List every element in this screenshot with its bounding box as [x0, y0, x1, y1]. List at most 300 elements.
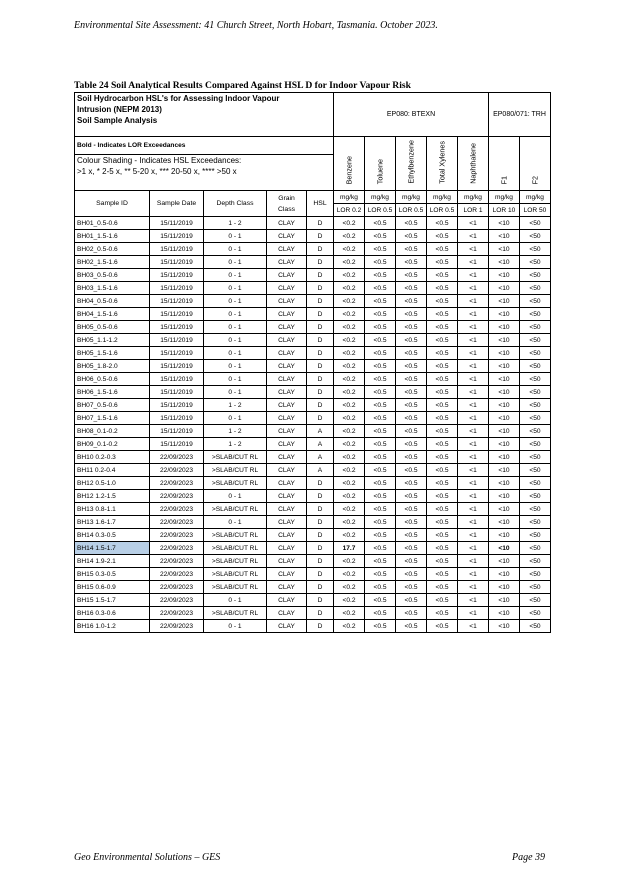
table-cell: <0.2 — [334, 464, 365, 477]
table-cell: <0.5 — [427, 477, 458, 490]
table-cell: <0.5 — [396, 581, 427, 594]
analyte-label: Toluene — [375, 158, 385, 184]
table-cell: 22/09/2023 — [150, 490, 204, 503]
table-cell: <10 — [489, 620, 520, 633]
table-cell: 17.7 — [334, 542, 365, 555]
table-cell: <1 — [458, 347, 489, 360]
table-cell: <1 — [458, 334, 489, 347]
table-cell: <0.5 — [427, 594, 458, 607]
lor-cell: LOR 0.5 — [396, 204, 427, 217]
table-cell: CLAY — [267, 230, 307, 243]
table-cell: 15/11/2019 — [150, 347, 204, 360]
table-cell: <10 — [489, 607, 520, 620]
analyte-benzene — [334, 137, 365, 191]
table-cell: <50 — [520, 607, 551, 620]
table-cell: D — [307, 256, 334, 269]
table-cell: <10 — [489, 269, 520, 282]
col-sample-date: Sample Date — [150, 191, 204, 217]
table-cell: 0 - 1 — [204, 373, 267, 386]
table-cell: <10 — [489, 217, 520, 230]
table-cell: <0.5 — [396, 620, 427, 633]
table-cell: <50 — [520, 516, 551, 529]
analyte-ethylbenzene — [396, 137, 427, 191]
table-cell: D — [307, 542, 334, 555]
table-cell: <50 — [520, 386, 551, 399]
table-cell: <0.2 — [334, 347, 365, 360]
group-trh: EP080/071: TRH — [489, 93, 551, 137]
table-cell: <0.5 — [427, 464, 458, 477]
sample-id-cell: BH16 0.3-0.6 — [75, 607, 150, 620]
table-cell: <0.2 — [334, 607, 365, 620]
col-grain-class — [267, 191, 307, 217]
table-row — [75, 256, 551, 269]
table-cell: <1 — [458, 308, 489, 321]
analyte-label: Total Xylenes — [437, 141, 447, 184]
table-cell: <50 — [520, 425, 551, 438]
table-cell: <0.5 — [396, 568, 427, 581]
table-cell: D — [307, 568, 334, 581]
table-cell: <1 — [458, 438, 489, 451]
lor-cell: LOR 0.5 — [427, 204, 458, 217]
table-cell: 15/11/2019 — [150, 230, 204, 243]
table-cell: <0.5 — [427, 334, 458, 347]
sample-id-cell: BH13 1.6-1.7 — [75, 516, 150, 529]
table-cell: >SLAB/CUT RL — [204, 529, 267, 542]
table-cell: 0 - 1 — [204, 386, 267, 399]
table-cell: <0.5 — [427, 529, 458, 542]
table-cell: <0.5 — [427, 568, 458, 581]
analyte-label: Ethylbenzene — [406, 140, 416, 184]
table-cell: 15/11/2019 — [150, 425, 204, 438]
table-cell: D — [307, 581, 334, 594]
table-cell: <0.5 — [365, 620, 396, 633]
table-cell: <10 — [489, 542, 520, 555]
table-cell: D — [307, 269, 334, 282]
table-cell: <0.2 — [334, 386, 365, 399]
table-cell: 0 - 1 — [204, 594, 267, 607]
table-cell: <1 — [458, 607, 489, 620]
table-cell: CLAY — [267, 503, 307, 516]
grain-class-line-1: Grain — [278, 194, 295, 202]
analyte-f2 — [520, 137, 551, 191]
table-cell: <0.5 — [396, 555, 427, 568]
table-cell: <0.5 — [427, 256, 458, 269]
table-cell: <10 — [489, 282, 520, 295]
table-cell: 1 - 2 — [204, 217, 267, 230]
table-cell: <50 — [520, 581, 551, 594]
table-cell: 15/11/2019 — [150, 399, 204, 412]
table-row — [75, 477, 551, 490]
table-cell: >SLAB/CUT RL — [204, 581, 267, 594]
table-cell: 22/09/2023 — [150, 555, 204, 568]
col-hsl: HSL — [307, 191, 334, 217]
table-cell: <10 — [489, 386, 520, 399]
sample-id-cell: BH04_1.5-1.6 — [75, 308, 150, 321]
table-cell: 15/11/2019 — [150, 360, 204, 373]
table-cell: <50 — [520, 230, 551, 243]
table-row — [75, 555, 551, 568]
table-cell: <1 — [458, 464, 489, 477]
table-cell: <0.5 — [396, 269, 427, 282]
table-cell: <0.2 — [334, 243, 365, 256]
unit-cell: mg/kg — [489, 191, 520, 204]
table-cell: CLAY — [267, 490, 307, 503]
table-cell: CLAY — [267, 477, 307, 490]
table-cell: <1 — [458, 217, 489, 230]
unit-cell: mg/kg — [458, 191, 489, 204]
table-cell: 22/09/2023 — [150, 516, 204, 529]
table-cell: <0.2 — [334, 503, 365, 516]
table-cell: <1 — [458, 386, 489, 399]
table-cell: D — [307, 243, 334, 256]
table-cell: <10 — [489, 516, 520, 529]
table-cell: 0 - 1 — [204, 243, 267, 256]
table-cell: <1 — [458, 360, 489, 373]
table-cell: <0.5 — [396, 295, 427, 308]
table-row — [75, 334, 551, 347]
table-cell: D — [307, 620, 334, 633]
table-cell: <50 — [520, 438, 551, 451]
table-cell: 0 - 1 — [204, 620, 267, 633]
table-cell: CLAY — [267, 386, 307, 399]
table-cell: CLAY — [267, 412, 307, 425]
table-cell: <10 — [489, 412, 520, 425]
table-row — [75, 386, 551, 399]
sample-id-cell: BH08_0.1-0.2 — [75, 425, 150, 438]
table-cell: <1 — [458, 425, 489, 438]
sample-id-cell: BH03_0.5-0.6 — [75, 269, 150, 282]
table-cell: A — [307, 425, 334, 438]
table-cell: <0.5 — [396, 412, 427, 425]
table-cell: <1 — [458, 256, 489, 269]
table-cell: <0.5 — [396, 347, 427, 360]
table-cell: <0.5 — [396, 360, 427, 373]
table-cell: <1 — [458, 503, 489, 516]
table-cell: 0 - 1 — [204, 230, 267, 243]
table-cell: <1 — [458, 230, 489, 243]
table-cell: 15/11/2019 — [150, 295, 204, 308]
table-row — [75, 425, 551, 438]
lor-cell: LOR 0.2 — [334, 204, 365, 217]
table-cell: <0.5 — [365, 321, 396, 334]
table-cell: <0.2 — [334, 334, 365, 347]
table-cell: 1 - 2 — [204, 438, 267, 451]
table-cell: >SLAB/CUT RL — [204, 464, 267, 477]
table-cell: <0.5 — [396, 256, 427, 269]
table-row — [75, 217, 551, 230]
table-cell: D — [307, 282, 334, 295]
table-cell: CLAY — [267, 217, 307, 230]
table-cell: D — [307, 321, 334, 334]
table-cell: A — [307, 438, 334, 451]
table-cell: <1 — [458, 620, 489, 633]
table-row — [75, 308, 551, 321]
table-cell: <50 — [520, 256, 551, 269]
table-cell: <0.5 — [365, 503, 396, 516]
table-cell: <0.2 — [334, 529, 365, 542]
table-cell: D — [307, 529, 334, 542]
table-cell: <0.5 — [427, 308, 458, 321]
table-cell: D — [307, 334, 334, 347]
table-cell: 15/11/2019 — [150, 386, 204, 399]
table-cell: >SLAB/CUT RL — [204, 568, 267, 581]
table-cell: <0.5 — [396, 425, 427, 438]
table-cell: <10 — [489, 425, 520, 438]
table-cell: D — [307, 386, 334, 399]
table-cell: 0 - 1 — [204, 490, 267, 503]
sample-id-cell: BH09_0.1-0.2 — [75, 438, 150, 451]
sample-id-cell: BH14 1.9-2.1 — [75, 555, 150, 568]
table-cell: <0.5 — [365, 477, 396, 490]
analyte-label: F2 — [530, 175, 540, 184]
sample-id-cell: BH15 0.3-0.5 — [75, 568, 150, 581]
table-cell: <1 — [458, 451, 489, 464]
table-cell: <50 — [520, 308, 551, 321]
table-cell: <1 — [458, 529, 489, 542]
table-cell: <50 — [520, 347, 551, 360]
table-cell: <0.5 — [396, 529, 427, 542]
table-cell: CLAY — [267, 451, 307, 464]
table-cell: CLAY — [267, 295, 307, 308]
table-cell: <0.5 — [427, 503, 458, 516]
table-row — [75, 438, 551, 451]
table-cell: <0.5 — [427, 607, 458, 620]
table-cell: <1 — [458, 581, 489, 594]
table-cell: <0.5 — [396, 386, 427, 399]
table-cell: CLAY — [267, 373, 307, 386]
table-cell: 15/11/2019 — [150, 269, 204, 282]
sample-id-cell: BH14 1.5-1.7 — [75, 542, 150, 555]
table-cell: CLAY — [267, 555, 307, 568]
table-cell: <0.2 — [334, 373, 365, 386]
table-cell: <0.5 — [396, 230, 427, 243]
table-cell: D — [307, 217, 334, 230]
grain-class-line-2: Class — [278, 205, 295, 213]
table-cell: <0.5 — [427, 347, 458, 360]
footer-company: Geo Environmental Solutions – GES — [74, 852, 221, 863]
table-cell: <10 — [489, 295, 520, 308]
table-cell: <10 — [489, 477, 520, 490]
table-cell: <50 — [520, 334, 551, 347]
sample-id-cell: BH05_1.1-1.2 — [75, 334, 150, 347]
table-cell: <50 — [520, 269, 551, 282]
table-cell: <0.5 — [396, 516, 427, 529]
table-cell: <50 — [520, 490, 551, 503]
table-cell: <0.5 — [365, 412, 396, 425]
table-cell: <0.5 — [396, 399, 427, 412]
sample-id-cell: BH02_0.5-0.6 — [75, 243, 150, 256]
table-cell: <0.2 — [334, 477, 365, 490]
table-cell: <0.2 — [334, 230, 365, 243]
table-cell: <0.5 — [365, 230, 396, 243]
table-cell: <0.5 — [365, 243, 396, 256]
table-cell: <0.5 — [396, 464, 427, 477]
group-btexn: EP080: BTEXN — [334, 93, 489, 137]
sample-id-cell: BH01_0.5-0.6 — [75, 217, 150, 230]
table-cell: <0.2 — [334, 412, 365, 425]
table-caption: Table 24 Soil Analytical Results Compared Against HSL D for Indoor Vapour Risk — [74, 80, 411, 91]
table-cell: 15/11/2019 — [150, 373, 204, 386]
table-cell: <1 — [458, 373, 489, 386]
sample-id-cell: BH05_0.5-0.6 — [75, 321, 150, 334]
table-cell: <0.5 — [427, 490, 458, 503]
table-cell: CLAY — [267, 594, 307, 607]
table-cell: <0.5 — [396, 451, 427, 464]
table-cell: <0.5 — [427, 399, 458, 412]
table-cell: <0.5 — [365, 217, 396, 230]
table-cell: <50 — [520, 464, 551, 477]
table-cell: 0 - 1 — [204, 282, 267, 295]
table-cell: <50 — [520, 529, 551, 542]
analyte-label: Naphthalene — [468, 143, 478, 184]
table-row — [75, 360, 551, 373]
table-cell: 0 - 1 — [204, 269, 267, 282]
analyte-toluene — [365, 137, 396, 191]
table-cell: CLAY — [267, 282, 307, 295]
shading-legend-line-1: Colour Shading - Indicates HSL Exceedances: — [77, 156, 242, 165]
table-cell: <0.5 — [427, 451, 458, 464]
analyte-f1 — [489, 137, 520, 191]
table-cell: <10 — [489, 529, 520, 542]
table-cell: 0 - 1 — [204, 256, 267, 269]
table-cell: <10 — [489, 373, 520, 386]
shading-legend-line-2: >1 x, * 2-5 x, ** 5-20 x, *** 20-50 x, **** >50 x — [77, 167, 237, 176]
table-cell: <0.5 — [427, 516, 458, 529]
table-cell: <10 — [489, 451, 520, 464]
table-cell: A — [307, 451, 334, 464]
table-cell: D — [307, 503, 334, 516]
table-row — [75, 516, 551, 529]
sample-id-cell: BH06_1.5-1.6 — [75, 386, 150, 399]
table-cell: <0.5 — [427, 386, 458, 399]
table-cell: <50 — [520, 295, 551, 308]
table-cell: <0.2 — [334, 360, 365, 373]
sample-id-cell: BH03_1.5-1.6 — [75, 282, 150, 295]
table-cell: <1 — [458, 477, 489, 490]
table-cell: CLAY — [267, 542, 307, 555]
table-cell: D — [307, 308, 334, 321]
table-cell: <50 — [520, 399, 551, 412]
table-row — [75, 529, 551, 542]
table-cell: D — [307, 412, 334, 425]
table-cell: <10 — [489, 581, 520, 594]
table-cell: <0.5 — [427, 373, 458, 386]
table-cell: <10 — [489, 308, 520, 321]
table-cell: <10 — [489, 464, 520, 477]
table-cell: <10 — [489, 321, 520, 334]
table-cell: >SLAB/CUT RL — [204, 555, 267, 568]
table-row — [75, 269, 551, 282]
table-cell: <50 — [520, 412, 551, 425]
table-cell: CLAY — [267, 438, 307, 451]
table-cell: <0.5 — [427, 282, 458, 295]
table-cell: <0.5 — [365, 555, 396, 568]
table-cell: 1 - 2 — [204, 425, 267, 438]
table-cell: 22/09/2023 — [150, 477, 204, 490]
table-row — [75, 581, 551, 594]
table-cell: >SLAB/CUT RL — [204, 542, 267, 555]
table-row — [75, 399, 551, 412]
footer-page-number: Page 39 — [512, 852, 546, 863]
table-cell: 0 - 1 — [204, 347, 267, 360]
unit-cell: mg/kg — [520, 191, 551, 204]
table-cell: >SLAB/CUT RL — [204, 607, 267, 620]
sample-id-cell: BH11 0.2-0.4 — [75, 464, 150, 477]
table-cell: 22/09/2023 — [150, 503, 204, 516]
table-cell: 15/11/2019 — [150, 243, 204, 256]
sample-id-cell: BH12 0.5-1.0 — [75, 477, 150, 490]
table-cell: <50 — [520, 568, 551, 581]
table-row — [75, 282, 551, 295]
table-cell: <0.5 — [365, 607, 396, 620]
sample-id-cell: BH05_1.5-1.6 — [75, 347, 150, 360]
table-cell: 0 - 1 — [204, 412, 267, 425]
sample-id-cell: BH07_0.5-0.6 — [75, 399, 150, 412]
table-cell: <0.2 — [334, 516, 365, 529]
table-cell: <0.2 — [334, 399, 365, 412]
table-cell: <1 — [458, 282, 489, 295]
table-cell: <0.5 — [365, 334, 396, 347]
table-cell: <50 — [520, 542, 551, 555]
sample-id-cell: BH01_1.5-1.6 — [75, 230, 150, 243]
table-cell: <0.5 — [427, 542, 458, 555]
table-cell: <0.2 — [334, 308, 365, 321]
table-cell: <0.5 — [427, 581, 458, 594]
table-cell: CLAY — [267, 581, 307, 594]
table-cell: 22/09/2023 — [150, 542, 204, 555]
table-row — [75, 412, 551, 425]
table-cell: <0.5 — [365, 282, 396, 295]
table-cell: <50 — [520, 360, 551, 373]
table-cell: <0.2 — [334, 594, 365, 607]
table-cell: D — [307, 347, 334, 360]
table-cell: <0.5 — [365, 516, 396, 529]
table-cell: <50 — [520, 217, 551, 230]
table-cell: <10 — [489, 438, 520, 451]
analyte-label: Benzene — [344, 155, 354, 184]
table-cell: CLAY — [267, 347, 307, 360]
table-cell: <0.5 — [396, 243, 427, 256]
table-cell: 0 - 1 — [204, 295, 267, 308]
shading-legend — [75, 155, 334, 191]
table-cell: <0.5 — [427, 438, 458, 451]
table-cell: <0.5 — [365, 568, 396, 581]
table-cell: <10 — [489, 334, 520, 347]
lor-cell: LOR 1 — [458, 204, 489, 217]
table-row — [75, 321, 551, 334]
table-cell: <10 — [489, 399, 520, 412]
table-cell: <0.2 — [334, 269, 365, 282]
analyte-label: F1 — [499, 175, 509, 184]
table-cell: CLAY — [267, 256, 307, 269]
table-row — [75, 451, 551, 464]
lor-cell: LOR 10 — [489, 204, 520, 217]
table-cell: <0.5 — [427, 230, 458, 243]
sample-id-cell: BH15 0.6-0.9 — [75, 581, 150, 594]
table-row — [75, 230, 551, 243]
table-cell: <1 — [458, 555, 489, 568]
lor-cell: LOR 50 — [520, 204, 551, 217]
table-cell: <50 — [520, 243, 551, 256]
table-cell: CLAY — [267, 334, 307, 347]
table-cell: <1 — [458, 269, 489, 282]
table-cell: <50 — [520, 373, 551, 386]
bold-legend: Bold - Indicates LOR Exceedances — [75, 137, 334, 155]
table-cell: <0.5 — [427, 620, 458, 633]
table-row — [75, 490, 551, 503]
table-cell: 0 - 1 — [204, 308, 267, 321]
table-cell: <0.5 — [396, 477, 427, 490]
